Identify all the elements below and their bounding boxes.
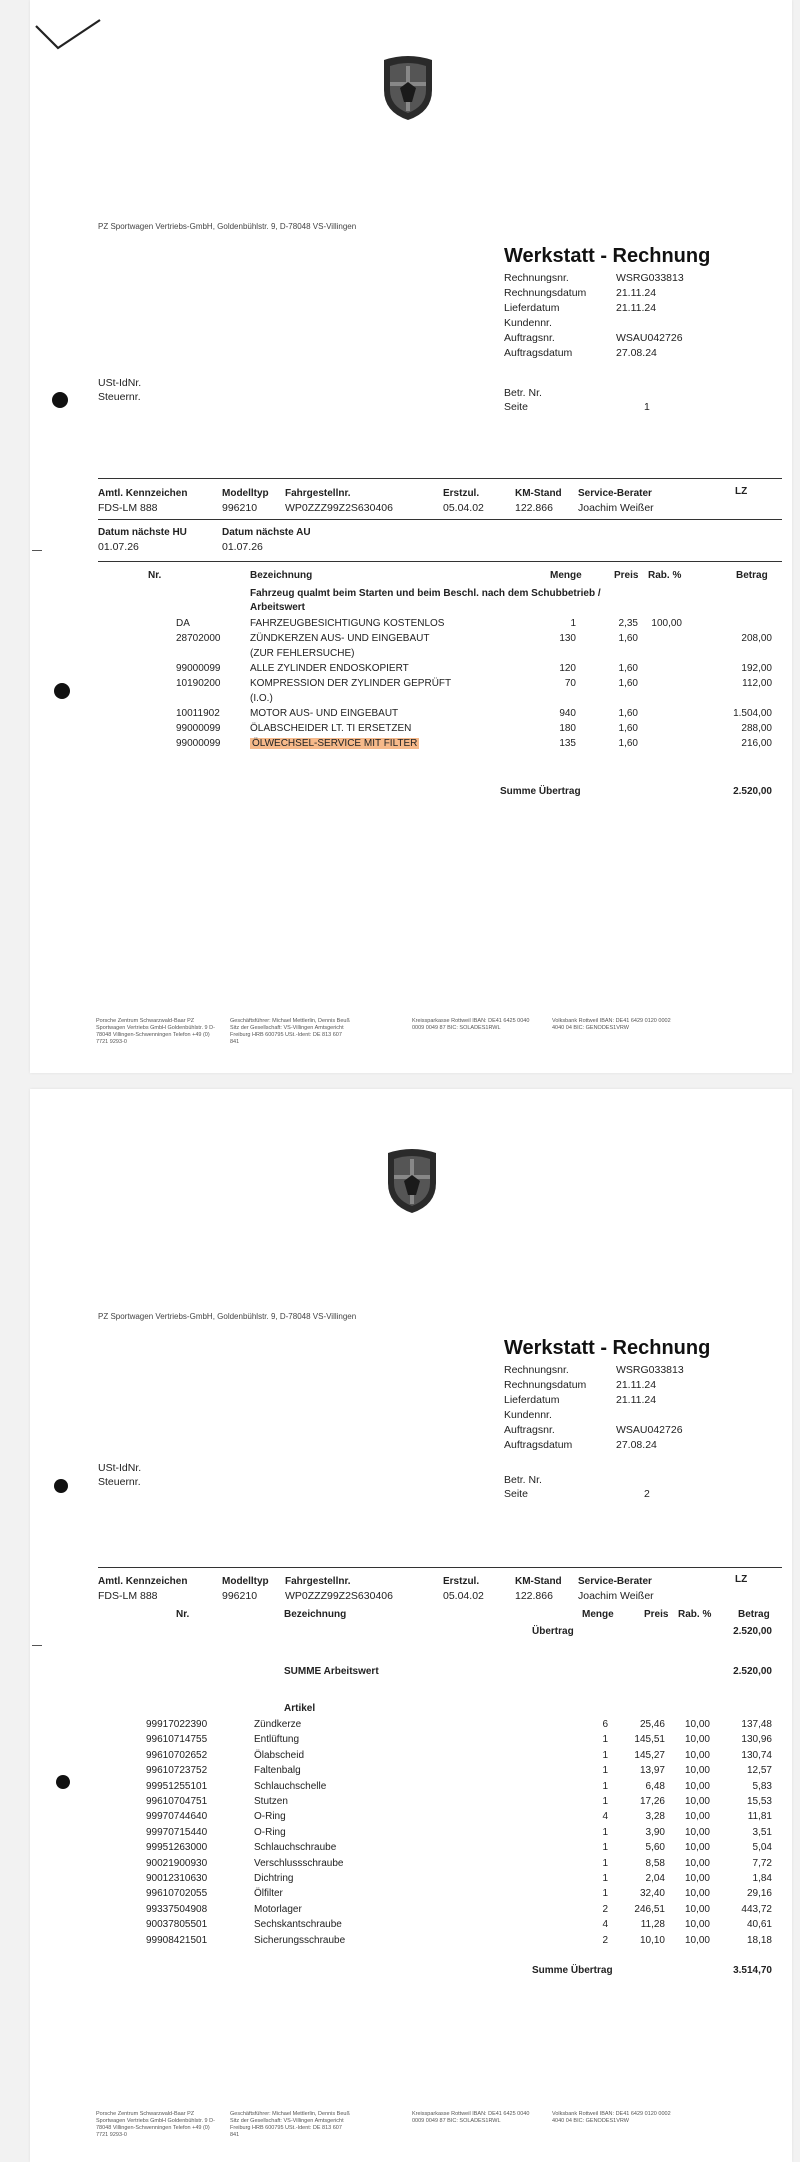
header-fahrgestell: Fahrgestellnr. bbox=[285, 1576, 351, 1587]
cell-preis: 17,26 bbox=[639, 1796, 665, 1807]
header-lz: LZ bbox=[735, 1574, 748, 1585]
cell-rab: 100,00 bbox=[651, 618, 682, 629]
cell-menge: 1 bbox=[602, 1873, 608, 1884]
summe-uebertrag-label: Summe Übertrag bbox=[532, 1965, 613, 1976]
job-description: Fahrzeug qualmt beim Starten und beim Beschl. nach dem Schubbetrieb / bbox=[250, 588, 601, 599]
cell-bez: Sicherungsschraube bbox=[254, 1934, 346, 1946]
cell-rab: 10,00 bbox=[684, 1719, 710, 1730]
cell-preis: 3,28 bbox=[645, 1811, 665, 1823]
steuer-label: Steuernr. bbox=[98, 1476, 141, 1488]
punch-hole bbox=[52, 392, 68, 408]
cell-nr: 99970744640 bbox=[146, 1811, 208, 1823]
cell-nr: 99610704751 bbox=[146, 1796, 208, 1807]
header-berater: Service-Berater bbox=[578, 1576, 652, 1587]
cell-preis: 11,28 bbox=[640, 1919, 665, 1931]
separator bbox=[98, 561, 782, 562]
uebertrag-value: 2.520,00 bbox=[733, 1626, 772, 1637]
cell-menge: 130 bbox=[559, 633, 576, 644]
cell-menge: 2 bbox=[602, 1903, 608, 1915]
cell-rab: 10,00 bbox=[684, 1796, 710, 1807]
cell-bez: Verschlussschraube bbox=[254, 1857, 344, 1869]
value-km: 122.866 bbox=[515, 502, 553, 514]
cell-menge: 4 bbox=[602, 1919, 608, 1931]
cell-nr: 99610714755 bbox=[146, 1734, 208, 1746]
cell-rab: 10,00 bbox=[684, 1780, 710, 1792]
meta-label: Lieferdatum bbox=[504, 1394, 560, 1406]
cell-nr: 99610702652 bbox=[146, 1749, 208, 1761]
punch-hole bbox=[54, 683, 70, 699]
cell-preis: 10,10 bbox=[639, 1934, 665, 1946]
meta-label: Rechnungsdatum bbox=[504, 1379, 587, 1391]
cell-preis: 2,04 bbox=[645, 1873, 665, 1884]
cell-rab: 10,00 bbox=[684, 1934, 710, 1946]
cell-rab: 10,00 bbox=[684, 1811, 710, 1823]
cell-menge: 2 bbox=[602, 1934, 608, 1946]
separator bbox=[98, 478, 782, 479]
cell-betrag: 5,04 bbox=[752, 1842, 772, 1854]
summe-uebertrag-label: Summe Übertrag bbox=[500, 786, 581, 797]
cell-rab: 10,00 bbox=[684, 1857, 710, 1869]
seite-value: 2 bbox=[644, 1488, 650, 1500]
cell-betrag: 130,96 bbox=[741, 1734, 772, 1746]
cell-menge: 1 bbox=[570, 618, 576, 629]
tax-ids bbox=[98, 376, 141, 404]
value-km: 122.866 bbox=[515, 1590, 553, 1602]
cell-menge: 1 bbox=[602, 1796, 608, 1807]
cell-nr: 99970715440 bbox=[146, 1826, 208, 1838]
meta-value: 27.08.24 bbox=[616, 1439, 657, 1451]
cell-preis: 13,97 bbox=[639, 1765, 665, 1777]
punch-hole bbox=[54, 1479, 68, 1493]
betr-label: Betr. Nr. bbox=[504, 387, 542, 399]
summe-uebertrag-value: 3.514,70 bbox=[733, 1965, 772, 1976]
cell-betrag: 1.504,00 bbox=[733, 708, 772, 719]
value-kennzeichen: FDS-LM 888 bbox=[98, 1590, 158, 1602]
cell-nr: 28702000 bbox=[176, 633, 221, 644]
value-erstzul: 05.04.02 bbox=[443, 1590, 484, 1602]
porsche-crest-logo bbox=[384, 1145, 440, 1215]
meta-value: WSAU042726 bbox=[616, 1424, 683, 1436]
cell-preis: 145,51 bbox=[634, 1734, 665, 1746]
meta-label: Kundennr. bbox=[504, 1409, 552, 1421]
cell-preis: 1,60 bbox=[618, 663, 638, 674]
cell-preis: 1,60 bbox=[618, 678, 638, 689]
cell-bez: ALLE ZYLINDER ENDOSKOPIERT bbox=[250, 663, 409, 674]
cell-menge: 120 bbox=[559, 663, 576, 674]
header-kennzeichen: Amtl. Kennzeichen bbox=[98, 488, 188, 499]
cell-bez bbox=[250, 738, 419, 749]
header-erstzul: Erstzul. bbox=[443, 1576, 480, 1587]
cell-betrag: 18,18 bbox=[746, 1934, 772, 1946]
cell-betrag: 15,53 bbox=[746, 1796, 772, 1807]
ust-label: USt-IdNr. bbox=[98, 1462, 142, 1474]
cell-menge: 1 bbox=[602, 1749, 608, 1761]
cell-rab: 10,00 bbox=[684, 1873, 710, 1884]
header-modelltyp: Modelltyp bbox=[222, 488, 269, 499]
cell-betrag: 40,61 bbox=[746, 1919, 772, 1931]
checkmark-icon bbox=[34, 18, 104, 68]
cell-menge: 1 bbox=[602, 1826, 608, 1838]
cell-bez: O-Ring bbox=[254, 1826, 286, 1838]
cell-preis: 1,60 bbox=[618, 708, 638, 719]
cell-menge: 1 bbox=[602, 1857, 608, 1869]
separator bbox=[98, 1567, 782, 1568]
fold-mark bbox=[32, 550, 42, 551]
value-modelltyp: 996210 bbox=[222, 1590, 258, 1602]
cell-betrag: 1,84 bbox=[752, 1873, 772, 1884]
betr-block bbox=[504, 1473, 650, 1501]
cell-menge: 1 bbox=[602, 1734, 608, 1746]
cell-menge: 70 bbox=[564, 678, 576, 689]
cell-bez: KOMPRESSION DER ZYLINDER GEPRÜFT bbox=[250, 678, 452, 689]
summe-arbeitswert-label: SUMME Arbeitswert bbox=[284, 1666, 379, 1677]
cell-betrag: 29,16 bbox=[746, 1888, 772, 1900]
meta-value: WSRG033813 bbox=[616, 272, 684, 284]
cell-bez: Schlauchschelle bbox=[254, 1780, 327, 1792]
meta-label: Rechnungsdatum bbox=[504, 287, 587, 299]
betr-block bbox=[504, 386, 650, 414]
document-title: Werkstatt - Rechnung bbox=[504, 245, 711, 267]
cell-betrag: 137,48 bbox=[741, 1719, 772, 1730]
footer-company: Porsche Zentrum Schwarzwald-Baar PZ Sportwagen Vertriebs GmbH Goldenbühlstr. 9 D-78048 Villingen-Schwenningen Telefon +49 (0) 7721 9293-0 bbox=[96, 2111, 215, 2138]
cell-preis: 2,35 bbox=[618, 618, 638, 629]
cell-menge: 1 bbox=[602, 1842, 608, 1854]
cell-betrag: 216,00 bbox=[741, 738, 772, 749]
cell-betrag: 5,83 bbox=[752, 1780, 772, 1792]
cell-bez: ÖLABSCHEIDER LT. TI ERSETZEN bbox=[250, 723, 412, 734]
cell-preis: 32,40 bbox=[639, 1888, 665, 1900]
cell-bez: Entlüftung bbox=[254, 1734, 300, 1746]
cell-preis: 6,48 bbox=[645, 1780, 665, 1792]
cell-bez: O-Ring bbox=[254, 1811, 286, 1823]
cell-nr: 99610723752 bbox=[146, 1765, 208, 1777]
cell-bez: Dichtring bbox=[254, 1873, 294, 1884]
cell-bez: Ölfilter bbox=[254, 1888, 283, 1900]
cell-menge: 940 bbox=[559, 708, 576, 719]
invoice-page-1 bbox=[30, 0, 792, 1073]
tax-ids bbox=[98, 1461, 141, 1489]
meta-label: Kundennr. bbox=[504, 317, 552, 329]
meta-value: 27.08.24 bbox=[616, 347, 657, 359]
cell-nr: 99000099 bbox=[176, 723, 221, 734]
cell-menge: 180 bbox=[559, 723, 576, 734]
punch-hole bbox=[56, 1775, 70, 1789]
header-berater: Service-Berater bbox=[578, 488, 652, 499]
col-nr: Nr. bbox=[176, 1609, 190, 1620]
cell-nr: 99610702055 bbox=[146, 1888, 208, 1900]
col-preis: Preis bbox=[614, 570, 639, 581]
meta-label: Rechnungsnr. bbox=[504, 272, 569, 284]
document-title: Werkstatt - Rechnung bbox=[504, 1337, 711, 1359]
meta-value: 21.11.24 bbox=[616, 1394, 657, 1406]
cell-betrag: 192,00 bbox=[741, 663, 772, 674]
porsche-crest-logo bbox=[380, 52, 436, 122]
cell-nr: DA bbox=[176, 618, 190, 629]
col-betrag: Betrag bbox=[736, 570, 768, 581]
meta-label: Lieferdatum bbox=[504, 302, 560, 314]
footer-bank1: Kreissparkasse Rottweil IBAN: DE41 6425 0040 0009 0049 87 BIC: SOLADES1RWL bbox=[412, 1018, 530, 1031]
cell-betrag: 12,57 bbox=[746, 1765, 772, 1777]
meta-label: Auftragsdatum bbox=[504, 347, 573, 359]
meta-label: Rechnungsnr. bbox=[504, 1364, 569, 1376]
au-value: 01.07.26 bbox=[222, 541, 263, 553]
cell-preis: 1,60 bbox=[618, 633, 638, 644]
cell-bez: Schlauchschraube bbox=[254, 1842, 337, 1854]
cell-nr: 90012310630 bbox=[146, 1873, 208, 1884]
col-bezeichnung: Bezeichnung bbox=[250, 570, 313, 581]
header-lz: LZ bbox=[735, 486, 748, 497]
footer-bank2: Volksbank Rottweil IBAN: DE41 6429 0120 0002 4040 04 BIC: GENODES1VRW bbox=[552, 2111, 671, 2124]
cell-betrag: 288,00 bbox=[741, 723, 772, 734]
col-betrag: Betrag bbox=[738, 1609, 770, 1620]
cell-menge: 1 bbox=[602, 1888, 608, 1900]
value-modelltyp: 996210 bbox=[222, 502, 258, 514]
cell-nr: 99917022390 bbox=[146, 1719, 208, 1730]
cell-bez: MOTOR AUS- UND EINGEBAUT bbox=[250, 708, 399, 719]
cell-nr: 99951255101 bbox=[146, 1780, 208, 1792]
footer-bank1: Kreissparkasse Rottweil IBAN: DE41 6425 0040 0009 0049 87 BIC: SOLADES1RWL bbox=[412, 2111, 530, 2124]
cell-preis: 5,60 bbox=[645, 1842, 665, 1854]
cell-bez: (ZUR FEHLERSUCHE) bbox=[250, 648, 355, 659]
cell-nr: 99000099 bbox=[176, 738, 221, 749]
hu-value: 01.07.26 bbox=[98, 541, 139, 553]
meta-label: Auftragsnr. bbox=[504, 1424, 555, 1436]
header-km: KM-Stand bbox=[515, 1576, 562, 1587]
value-erstzul: 05.04.02 bbox=[443, 502, 484, 514]
cell-menge: 6 bbox=[602, 1719, 608, 1730]
cell-bez: Faltenbalg bbox=[254, 1765, 301, 1777]
cell-bez: Stutzen bbox=[254, 1796, 288, 1807]
cell-nr: 10190200 bbox=[176, 678, 221, 689]
betr-label: Betr. Nr. bbox=[504, 1474, 542, 1486]
invoice-page-2 bbox=[30, 1089, 792, 2162]
cell-preis: 1,60 bbox=[618, 723, 638, 734]
value-fahrgestell: WP0ZZZ99Z2S630406 bbox=[285, 502, 393, 514]
cell-rab: 10,00 bbox=[684, 1842, 710, 1854]
cell-rab: 10,00 bbox=[684, 1888, 710, 1900]
col-menge: Menge bbox=[582, 1609, 614, 1620]
highlighted-text: ÖLWECHSEL-SERVICE MIT FILTER bbox=[252, 738, 418, 749]
meta-value: 21.11.24 bbox=[616, 287, 657, 299]
cell-nr: 99951263000 bbox=[146, 1842, 208, 1854]
value-kennzeichen: FDS-LM 888 bbox=[98, 502, 158, 514]
header-erstzul: Erstzul. bbox=[443, 488, 480, 499]
meta-value: WSRG033813 bbox=[616, 1364, 684, 1376]
cell-bez: Motorlager bbox=[254, 1903, 302, 1915]
cell-preis: 25,46 bbox=[639, 1719, 665, 1730]
cell-betrag: 11,81 bbox=[747, 1811, 772, 1823]
col-bezeichnung: Bezeichnung bbox=[284, 1609, 347, 1620]
footer-management: Geschäftsführer: Michael Mettlerlin, Dennis Beuß Sitz der Gesellschaft: VS-Villingen Amtsgericht Freiburg HRB 600795 USt.-Ident: DE 813 607 841 bbox=[230, 1018, 350, 1045]
cell-menge: 1 bbox=[602, 1765, 608, 1777]
footer-bank2: Volksbank Rottweil IBAN: DE41 6429 0120 0002 4040 04 BIC: GENODES1VRW bbox=[552, 1018, 671, 1031]
cell-nr: 99908421501 bbox=[146, 1934, 208, 1946]
value-fahrgestell: WP0ZZZ99Z2S630406 bbox=[285, 1590, 393, 1602]
col-preis: Preis bbox=[644, 1609, 669, 1620]
cell-preis: 145,27 bbox=[634, 1749, 665, 1761]
meta-label: Auftragsdatum bbox=[504, 1439, 573, 1451]
col-rabatt: Rab. % bbox=[678, 1609, 712, 1620]
fold-mark bbox=[32, 1645, 42, 1646]
cell-betrag: 130,74 bbox=[741, 1749, 772, 1761]
separator bbox=[98, 519, 782, 520]
col-menge: Menge bbox=[550, 570, 582, 581]
summe-uebertrag-value: 2.520,00 bbox=[733, 786, 772, 797]
cell-bez: Sechskantschraube bbox=[254, 1919, 342, 1931]
cell-menge: 4 bbox=[602, 1811, 608, 1823]
meta-label: Auftragsnr. bbox=[504, 332, 555, 344]
sender-address: PZ Sportwagen Vertriebs-GmbH, Goldenbühlstr. 9, D-78048 VS-Villingen bbox=[98, 1312, 357, 1321]
cell-rab: 10,00 bbox=[684, 1919, 710, 1931]
cell-rab: 10,00 bbox=[684, 1826, 710, 1838]
cell-bez: ZÜNDKERZEN AUS- UND EINGEBAUT bbox=[250, 633, 430, 644]
invoice-meta bbox=[504, 271, 684, 361]
header-kennzeichen: Amtl. Kennzeichen bbox=[98, 1576, 188, 1587]
footer-management: Geschäftsführer: Michael Mettlerlin, Dennis Beuß Sitz der Gesellschaft: VS-Villingen Amtsgericht Freiburg HRB 600795 USt.-Ident: DE 813 607 841 bbox=[230, 2111, 350, 2138]
cell-betrag: 3,51 bbox=[752, 1826, 772, 1838]
value-berater: Joachim Weißer bbox=[578, 1590, 654, 1602]
seite-label: Seite bbox=[504, 1488, 528, 1500]
meta-value: WSAU042726 bbox=[616, 332, 683, 344]
sender-address: PZ Sportwagen Vertriebs-GmbH, Goldenbühlstr. 9, D-78048 VS-Villingen bbox=[98, 222, 357, 231]
uebertrag-label: Übertrag bbox=[532, 1626, 574, 1637]
meta-value: 21.11.24 bbox=[616, 302, 657, 314]
cell-preis: 1,60 bbox=[618, 738, 638, 749]
cell-nr: 99337504908 bbox=[146, 1903, 208, 1915]
cell-preis: 246,51 bbox=[634, 1903, 665, 1915]
cell-bez: Zündkerze bbox=[254, 1719, 302, 1730]
job-description-line2: Arbeitswert bbox=[250, 602, 306, 613]
footer-company: Porsche Zentrum Schwarzwald-Baar PZ Sportwagen Vertriebs GmbH Goldenbühlstr. 9 D-78048 Villingen-Schwenningen Telefon +49 (0) 7721 9293-0 bbox=[96, 1018, 215, 1045]
cell-bez: (I.O.) bbox=[250, 693, 273, 704]
cell-rab: 10,00 bbox=[684, 1903, 710, 1915]
invoice-meta bbox=[504, 1363, 684, 1453]
artikel-heading: Artikel bbox=[284, 1703, 316, 1714]
cell-nr: 99000099 bbox=[176, 663, 221, 674]
ust-label: USt-IdNr. bbox=[98, 377, 142, 389]
cell-rab: 10,00 bbox=[684, 1734, 710, 1746]
cell-nr: 90021900930 bbox=[146, 1857, 208, 1869]
cell-bez: FAHRZEUGBESICHTIGUNG KOSTENLOS bbox=[250, 618, 445, 629]
col-rabatt: Rab. % bbox=[648, 570, 682, 581]
cell-betrag: 443,72 bbox=[741, 1903, 772, 1915]
header-modelltyp: Modelltyp bbox=[222, 1576, 269, 1587]
header-fahrgestell: Fahrgestellnr. bbox=[285, 488, 351, 499]
meta-value: 21.11.24 bbox=[616, 1379, 657, 1391]
au-label: Datum nächste AU bbox=[222, 527, 311, 538]
cell-betrag: 208,00 bbox=[741, 633, 772, 644]
cell-preis: 8,58 bbox=[645, 1857, 665, 1869]
cell-betrag: 112,00 bbox=[742, 678, 772, 689]
summe-arbeitswert-value: 2.520,00 bbox=[733, 1666, 772, 1677]
cell-menge: 1 bbox=[602, 1780, 608, 1792]
seite-value: 1 bbox=[644, 401, 650, 413]
seite-label: Seite bbox=[504, 401, 528, 413]
cell-nr: 10011902 bbox=[176, 708, 220, 719]
cell-nr: 90037805501 bbox=[146, 1919, 208, 1931]
cell-bez: Ölabscheid bbox=[254, 1749, 305, 1761]
col-nr: Nr. bbox=[148, 570, 162, 581]
cell-rab: 10,00 bbox=[684, 1749, 710, 1761]
cell-menge: 135 bbox=[559, 738, 576, 749]
hu-label: Datum nächste HU bbox=[98, 527, 187, 538]
cell-betrag: 7,72 bbox=[752, 1857, 772, 1869]
cell-preis: 3,90 bbox=[645, 1826, 665, 1838]
cell-rab: 10,00 bbox=[684, 1765, 710, 1777]
steuer-label: Steuernr. bbox=[98, 391, 141, 403]
header-km: KM-Stand bbox=[515, 488, 562, 499]
value-berater: Joachim Weißer bbox=[578, 502, 654, 514]
